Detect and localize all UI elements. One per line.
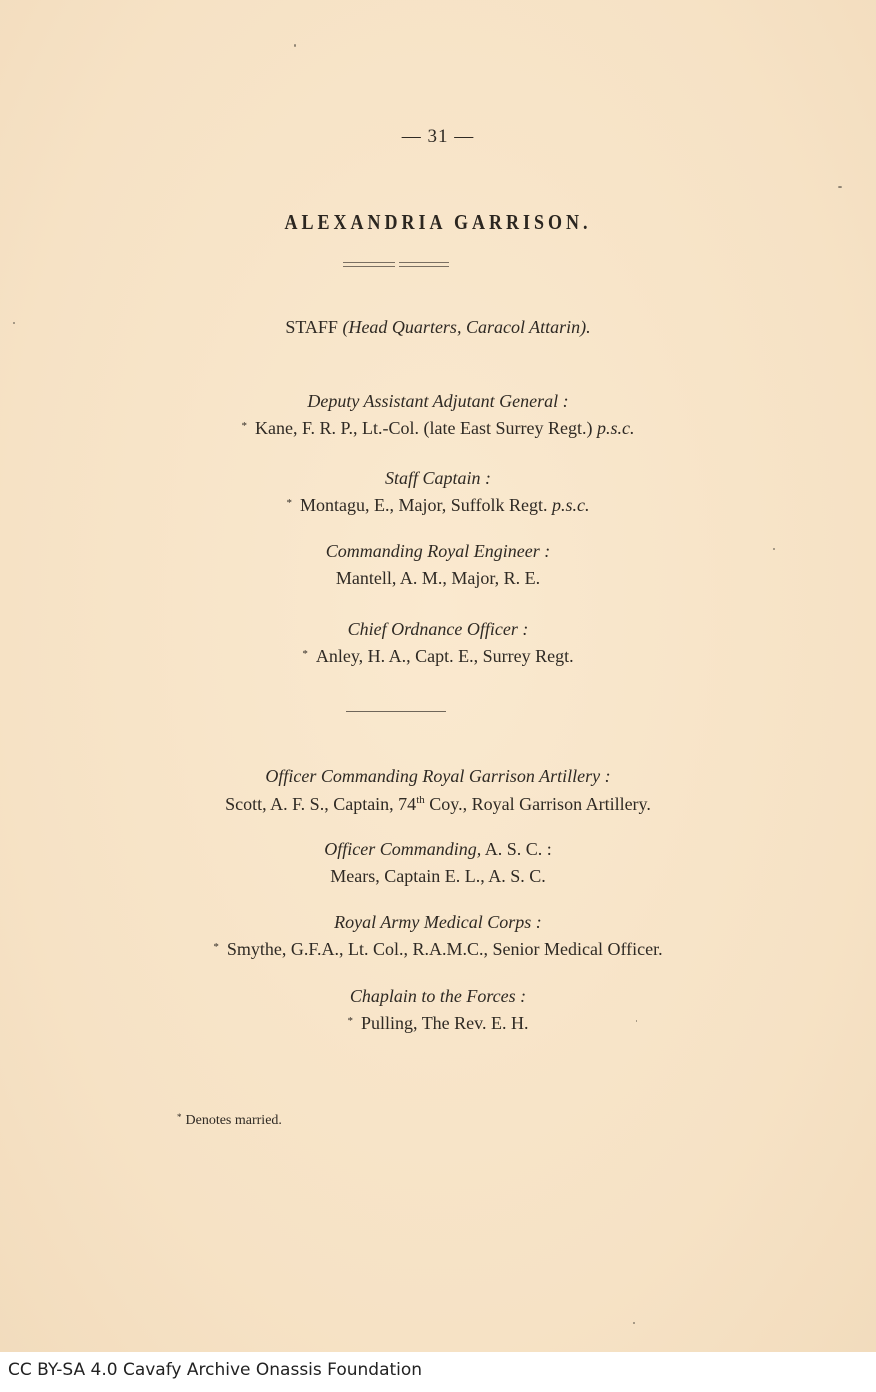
staff-heading <box>0 317 876 338</box>
holder-name: Kane, F. R. P., Lt.-Col. (late East Surrey Regt.) <box>254 418 593 438</box>
page-number: — 31 — <box>401 126 475 147</box>
appointment-holder <box>0 794 876 815</box>
footnote <box>177 1112 282 1129</box>
holder-name: Pulling, The Rev. E. H. <box>361 1013 529 1033</box>
married-mark: * <box>177 1112 182 1122</box>
section-divider <box>346 711 446 712</box>
license-credit: CC BY-SA 4.0 Cavafy Archive Onassis Foundation <box>8 1360 423 1380</box>
appointment-title-tail: A. S. C. : <box>484 839 552 859</box>
holder-name-tail: Coy., Royal Garrison Artillery. <box>424 794 651 814</box>
paper-speck <box>13 322 15 324</box>
appointment-holder <box>0 939 876 960</box>
holder-name: Anley, H. A., Capt. E., Surrey Regt. <box>315 646 574 666</box>
married-mark: * <box>347 1015 353 1027</box>
appointment-title: Staff Captain : <box>384 468 491 488</box>
holder-name: Smythe, G.F.A., Lt. Col., R.A.M.C., Senior Medical Officer. <box>226 939 663 959</box>
appointment-holder <box>0 568 876 589</box>
holder-qualification: p.s.c. <box>597 418 635 438</box>
holder-qualification: p.s.c. <box>551 495 590 515</box>
paper-speck <box>294 44 296 47</box>
appointment-title: Royal Army Medical Corps : <box>334 912 542 932</box>
staff-location: (Head Quarters, Caracol Attarin). <box>342 317 591 337</box>
appointment-title: Deputy Assistant Adjutant General : <box>307 391 569 411</box>
appointment-title: Chief Ordnance Officer : <box>347 619 529 639</box>
appointment-title: Commanding Royal Engineer : <box>325 541 551 561</box>
holder-name: Mantell, A. M., Major, R. E. <box>335 568 541 588</box>
married-mark: * <box>286 497 293 509</box>
appointment-holder <box>0 866 876 887</box>
holder-name: Montagu, E., Major, Suffolk Regt. <box>300 495 548 515</box>
appointment-holder <box>0 418 876 439</box>
paper-speck <box>838 186 842 188</box>
appointment-holder <box>0 495 876 516</box>
staff-label: STAFF <box>285 317 338 337</box>
paper-speck <box>636 1020 637 1022</box>
appointment-holder <box>0 1013 876 1034</box>
paper-speck <box>633 1322 635 1324</box>
page-title: ALEXANDRIA GARRISON. <box>284 210 592 234</box>
holder-name: Mears, Captain E. L., A. S. C. <box>330 866 546 886</box>
appointment-title: Officer Commanding Royal Garrison Artillery : <box>265 766 611 786</box>
double-rule-divider <box>343 262 449 268</box>
appointment-title-text: Officer Commanding, <box>324 839 482 859</box>
appointment-holder <box>0 646 876 667</box>
appointment-title <box>0 839 876 860</box>
married-mark: * <box>302 648 308 660</box>
ordinal-suffix: th <box>416 794 425 806</box>
footnote-text: Denotes married. <box>185 1113 282 1128</box>
married-mark: * <box>241 420 247 432</box>
appointment-title: Chaplain to the Forces : <box>349 986 527 1006</box>
paper-speck <box>773 548 775 550</box>
married-mark: * <box>213 941 219 953</box>
holder-name: Scott, A. F. S., Captain, 74 <box>225 794 417 814</box>
